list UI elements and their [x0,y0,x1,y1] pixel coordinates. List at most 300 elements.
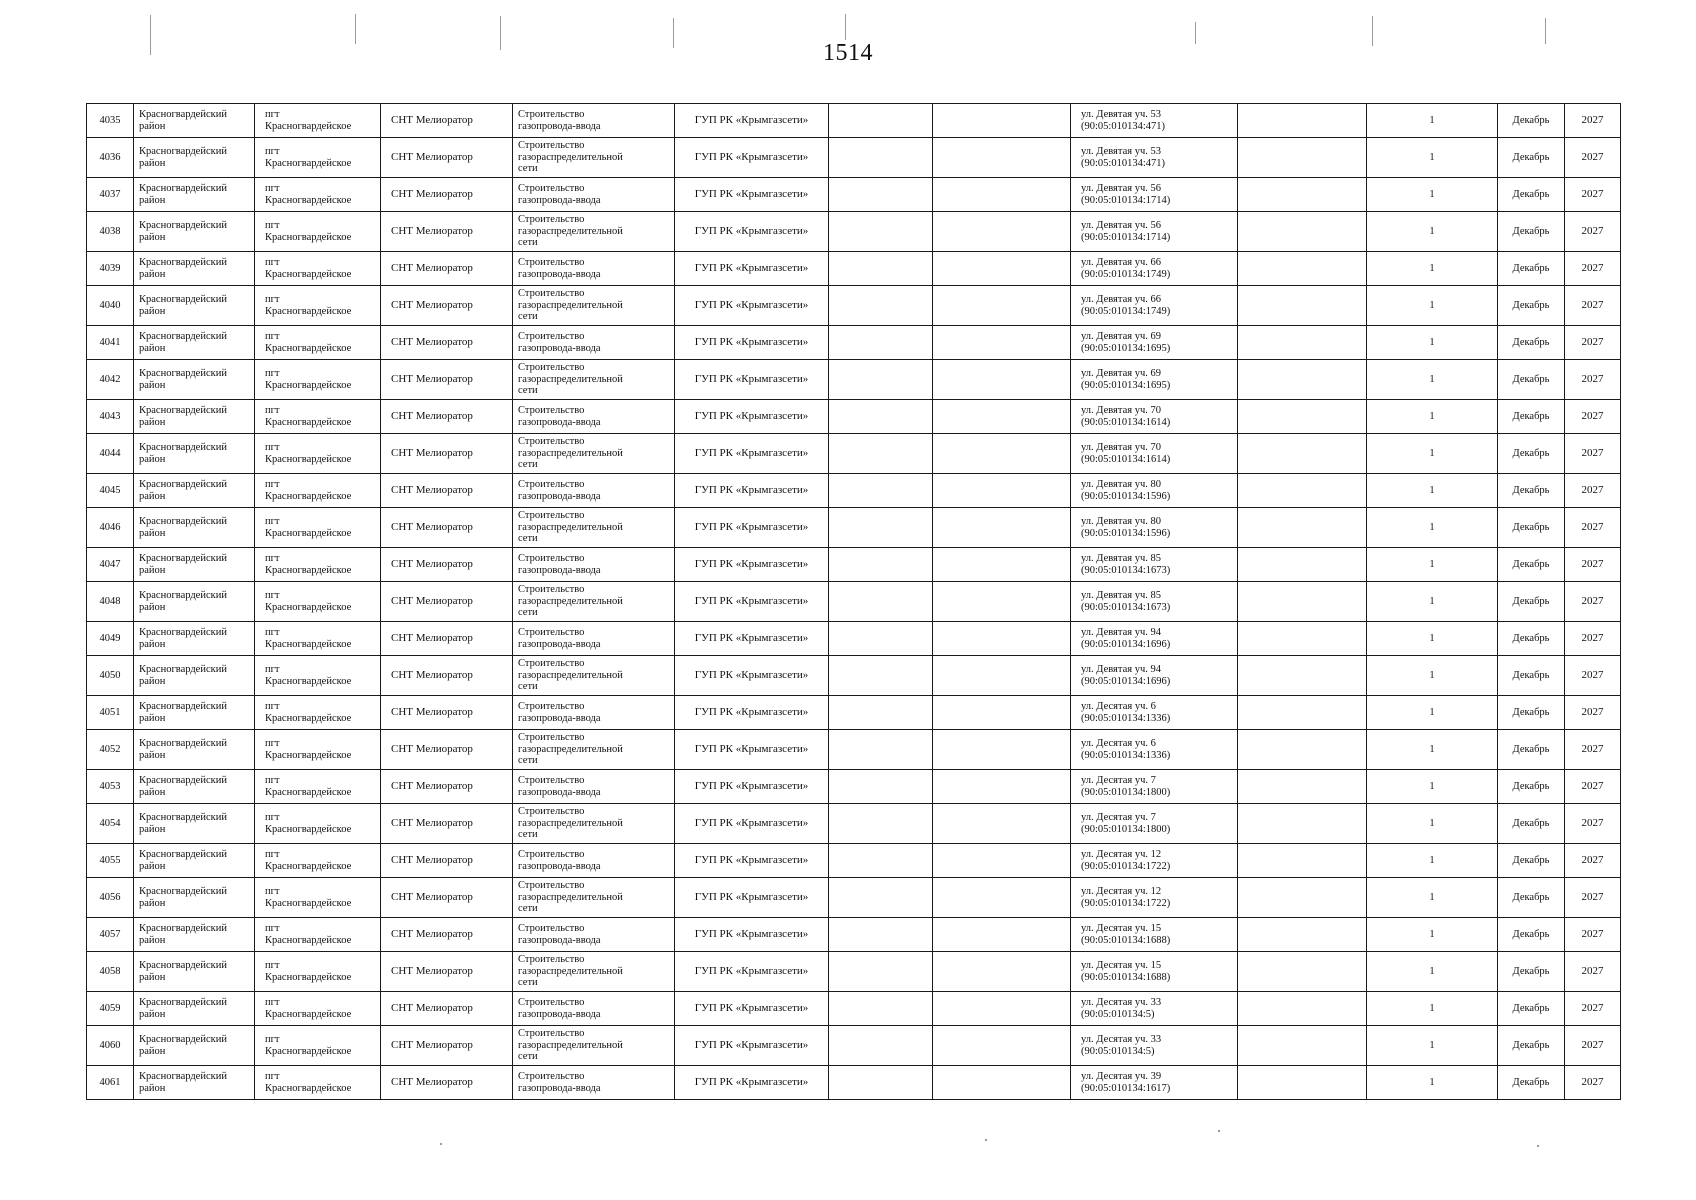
address-cell-line: (90:05:010134:471) [1081,120,1165,132]
year-cell: 2027 [1565,286,1621,326]
month-cell: Декабрь [1498,474,1565,508]
snt-cell: СНТ Мелиоратор [381,918,513,952]
organization-cell: ГУП РК «Крымгазсети» [675,992,829,1026]
empty-cell [829,1066,933,1100]
work-type-cell-line: газопровода-ввода [518,342,601,354]
empty-cell [829,508,933,548]
settlement-cell-line: Красногвардейское [265,638,352,650]
district-cell-line: район [139,157,166,169]
organization-cell: ГУП РК «Крымгазсети» [675,326,829,360]
district-cell-line: район [139,601,166,613]
empty-cell [829,212,933,252]
work-type-cell [513,286,675,326]
settlement-cell-line: пгт [265,1034,280,1045]
snt-cell: СНТ Мелиоратор [381,104,513,138]
quantity-cell: 1 [1367,622,1498,656]
empty-cell [829,548,933,582]
district-cell [134,730,255,770]
settlement-cell [255,434,381,474]
organization-cell: ГУП РК «Крымгазсети» [675,508,829,548]
address-cell-line: (90:05:010134:1688) [1081,934,1171,946]
gasification-table [86,103,1621,1100]
work-type-cell-line: Строительство [518,436,585,448]
district-cell-line: район [139,453,166,465]
address-cell-line: (90:05:010134:1749) [1081,305,1171,317]
empty-cell [933,582,1071,622]
address-cell-line: (90:05:010134:471) [1081,157,1165,169]
work-type-cell-line: Строительство [518,1028,585,1040]
settlement-cell [255,622,381,656]
empty-cell [933,918,1071,952]
work-type-cell-line: Строительство [518,775,585,786]
empty-cell [933,656,1071,696]
settlement-cell-line: пгт [265,960,280,971]
empty-cell [1238,360,1367,400]
district-cell-line: Красногвардейский [139,331,227,342]
table-row [87,400,1621,434]
empty-cell [829,804,933,844]
month-cell: Декабрь [1498,138,1565,178]
district-cell-line: район [139,564,166,576]
settlement-cell [255,178,381,212]
district-cell [134,474,255,508]
district-cell-line: Красногвардейский [139,701,227,712]
quantity-cell: 1 [1367,992,1498,1026]
work-type-cell [513,434,675,474]
snt-cell: СНТ Мелиоратор [381,548,513,582]
address-cell-line: ул. Девятая уч. 94 [1081,627,1161,638]
address-cell-line: (90:05:010134:1696) [1081,638,1171,650]
district-cell-line: район [139,786,166,798]
address-cell-line: (90:05:010134:1614) [1081,453,1171,465]
scan-speck [1545,18,1546,44]
district-cell-line: район [139,675,166,687]
address-cell-line: ул. Девятая уч. 94 [1081,664,1161,675]
settlement-cell-line: пгт [265,701,280,712]
work-type-cell-line: газопровода-ввода [518,934,601,946]
snt-cell: СНТ Мелиоратор [381,992,513,1026]
empty-cell [933,878,1071,918]
work-type-cell [513,474,675,508]
table-row [87,696,1621,730]
empty-cell [1238,508,1367,548]
settlement-cell [255,1026,381,1066]
month-cell: Декабрь [1498,360,1565,400]
address-cell-line: ул. Десятая уч. 12 [1081,886,1162,897]
snt-cell: СНТ Мелиоратор [381,138,513,178]
work-type-cell [513,844,675,878]
work-type-cell-line: газопровода-ввода [518,786,601,798]
settlement-cell-line: пгт [265,442,280,453]
address-cell-line: ул. Девятая уч. 80 [1081,516,1161,527]
snt-cell: СНТ Мелиоратор [381,804,513,844]
settlement-cell [255,696,381,730]
settlement-cell-line: Красногвардейское [265,934,352,946]
empty-cell [1238,582,1367,622]
district-cell-line: Красногвардейский [139,886,227,897]
address-cell-line: ул. Десятая уч. 15 [1081,960,1162,971]
empty-cell [829,582,933,622]
quantity-cell: 1 [1367,696,1498,730]
table-row [87,804,1621,844]
address-cell-line: (90:05:010134:1800) [1081,786,1171,798]
address-cell-line: ул. Девятая уч. 69 [1081,368,1161,379]
settlement-cell-line: пгт [265,775,280,786]
address-cell-line: ул. Девятая уч. 66 [1081,294,1161,305]
empty-cell [933,138,1071,178]
work-type-cell-line: сети [518,459,538,471]
settlement-cell [255,656,381,696]
address-cell [1071,804,1238,844]
settlement-cell-line: пгт [265,627,280,638]
empty-cell [829,730,933,770]
year-cell: 2027 [1565,952,1621,992]
settlement-cell-line: пгт [265,257,280,268]
scan-speck [150,15,151,55]
empty-cell [933,1066,1071,1100]
snt-cell: СНТ Мелиоратор [381,212,513,252]
empty-cell [933,804,1071,844]
year-cell: 2027 [1565,104,1621,138]
empty-cell [933,770,1071,804]
address-cell [1071,992,1238,1026]
table-row [87,952,1621,992]
address-cell-line: ул. Десятая уч. 7 [1081,812,1156,823]
settlement-cell [255,400,381,434]
empty-cell [1238,952,1367,992]
organization-cell: ГУП РК «Крымгазсети» [675,952,829,992]
snt-cell: СНТ Мелиоратор [381,622,513,656]
settlement-cell-line: пгт [265,664,280,675]
work-type-cell [513,400,675,434]
empty-cell [1238,178,1367,212]
address-cell-line: (90:05:010134:1714) [1081,194,1171,206]
address-cell-line: ул. Девятая уч. 80 [1081,479,1161,490]
empty-cell [1238,138,1367,178]
organization-cell: ГУП РК «Крымгазсети» [675,844,829,878]
year-cell: 2027 [1565,696,1621,730]
address-cell-line: ул. Десятая уч. 12 [1081,849,1162,860]
work-type-cell-line: сети [518,311,538,323]
settlement-cell-line: Красногвардейское [265,1045,352,1057]
work-type-cell [513,548,675,582]
table-row [87,138,1621,178]
work-type-cell-line: газораспределительной [518,225,623,237]
year-cell: 2027 [1565,1026,1621,1066]
work-type-cell [513,1066,675,1100]
empty-cell [1238,286,1367,326]
table-row [87,770,1621,804]
table-row [87,360,1621,400]
work-type-cell-line: Строительство [518,849,585,860]
empty-cell [933,622,1071,656]
work-type-cell-line: газораспределительной [518,521,623,533]
empty-cell [829,622,933,656]
settlement-cell [255,326,381,360]
empty-cell [1238,992,1367,1026]
work-type-cell-line: Строительство [518,806,585,818]
address-cell-line: ул. Девятая уч. 56 [1081,220,1161,231]
district-cell-line: Красногвардейский [139,257,227,268]
address-cell-line: (90:05:010134:5) [1081,1008,1155,1020]
quantity-cell: 1 [1367,326,1498,360]
quantity-cell: 1 [1367,548,1498,582]
quantity-cell: 1 [1367,434,1498,474]
organization-cell: ГУП РК «Крымгазсети» [675,548,829,582]
address-cell-line: (90:05:010134:1800) [1081,823,1171,835]
empty-cell [933,508,1071,548]
district-cell-line: Красногвардейский [139,849,227,860]
settlement-cell-line: Красногвардейское [265,379,352,391]
row-number-cell: 4052 [87,730,134,770]
table-row [87,104,1621,138]
address-cell-line: (90:05:010134:1722) [1081,860,1171,872]
organization-cell: ГУП РК «Крымгазсети» [675,434,829,474]
district-cell [134,804,255,844]
district-cell [134,1066,255,1100]
address-cell [1071,138,1238,178]
address-cell [1071,508,1238,548]
address-cell-line: (90:05:010134:1688) [1081,971,1171,983]
year-cell: 2027 [1565,400,1621,434]
table-row [87,326,1621,360]
settlement-cell-line: пгт [265,405,280,416]
address-cell [1071,286,1238,326]
organization-cell: ГУП РК «Крымгазсети» [675,212,829,252]
district-cell-line: район [139,860,166,872]
district-cell-line: район [139,342,166,354]
district-cell-line: Красногвардейский [139,183,227,194]
settlement-cell-line: пгт [265,849,280,860]
work-type-cell-line: Строительство [518,880,585,892]
month-cell: Декабрь [1498,212,1565,252]
row-number-cell: 4048 [87,582,134,622]
settlement-cell-line: пгт [265,1071,280,1082]
settlement-cell [255,360,381,400]
month-cell: Декабрь [1498,508,1565,548]
empty-cell [1238,730,1367,770]
month-cell: Декабрь [1498,1066,1565,1100]
work-type-cell [513,918,675,952]
organization-cell: ГУП РК «Крымгазсети» [675,770,829,804]
scan-speck [673,18,674,48]
work-type-cell-line: Строительство [518,109,585,120]
district-cell-line: Красногвардейский [139,590,227,601]
scan-speck [500,16,501,50]
work-type-cell [513,1026,675,1066]
settlement-cell-line: Красногвардейское [265,453,352,465]
address-cell [1071,844,1238,878]
settlement-cell-line: Красногвардейское [265,231,352,243]
month-cell: Декабрь [1498,804,1565,844]
settlement-cell [255,992,381,1026]
row-number-cell: 4054 [87,804,134,844]
scan-speck [985,1139,987,1141]
district-cell-line: Красногвардейский [139,812,227,823]
work-type-cell-line: газораспределительной [518,1039,623,1051]
address-cell-line: (90:05:010134:1696) [1081,675,1171,687]
table-row [87,434,1621,474]
snt-cell: СНТ Мелиоратор [381,326,513,360]
settlement-cell-line: Красногвардейское [265,971,352,983]
empty-cell [933,178,1071,212]
district-cell-line: район [139,268,166,280]
district-cell [134,992,255,1026]
work-type-cell-line: газораспределительной [518,373,623,385]
settlement-cell-line: пгт [265,331,280,342]
month-cell: Декабрь [1498,326,1565,360]
empty-cell [829,770,933,804]
address-cell-line: ул. Десятая уч. 33 [1081,1034,1162,1045]
row-number-cell: 4041 [87,326,134,360]
quantity-cell: 1 [1367,770,1498,804]
settlement-cell-line: Красногвардейское [265,305,352,317]
snt-cell: СНТ Мелиоратор [381,844,513,878]
district-cell-line: район [139,971,166,983]
organization-cell: ГУП РК «Крымгазсети» [675,474,829,508]
work-type-cell-line: газораспределительной [518,151,623,163]
settlement-cell-line: Красногвардейское [265,860,352,872]
district-cell-line: Красногвардейский [139,368,227,379]
work-type-cell-line: газораспределительной [518,817,623,829]
year-cell: 2027 [1565,212,1621,252]
organization-cell: ГУП РК «Крымгазсети» [675,178,829,212]
snt-cell: СНТ Мелиоратор [381,656,513,696]
settlement-cell-line: пгт [265,923,280,934]
quantity-cell: 1 [1367,138,1498,178]
district-cell [134,212,255,252]
work-type-cell-line: газопровода-ввода [518,564,601,576]
empty-cell [1238,804,1367,844]
table-row [87,622,1621,656]
district-cell-line: район [139,712,166,724]
work-type-cell-line: газораспределительной [518,447,623,459]
settlement-cell-line: пгт [265,368,280,379]
address-cell-line: (90:05:010134:1695) [1081,379,1171,391]
work-type-cell-line: Строительство [518,584,585,596]
district-cell-line: район [139,379,166,391]
table-row [87,1066,1621,1100]
district-cell-line: Красногвардейский [139,220,227,231]
snt-cell: СНТ Мелиоратор [381,178,513,212]
quantity-cell: 1 [1367,918,1498,952]
empty-cell [1238,770,1367,804]
settlement-cell [255,952,381,992]
district-cell-line: район [139,490,166,502]
empty-cell [933,548,1071,582]
address-cell-line: ул. Девятая уч. 70 [1081,405,1161,416]
address-cell [1071,770,1238,804]
address-cell-line: ул. Девятая уч. 85 [1081,553,1161,564]
district-cell-line: район [139,1082,166,1094]
settlement-cell-line: Красногвардейское [265,342,352,354]
work-type-cell-line: газораспределительной [518,965,623,977]
quantity-cell: 1 [1367,804,1498,844]
scan-speck [1218,1130,1220,1132]
row-number-cell: 4037 [87,178,134,212]
district-cell-line: район [139,305,166,317]
settlement-cell-line: пгт [265,553,280,564]
address-cell-line: (90:05:010134:1336) [1081,749,1171,761]
year-cell: 2027 [1565,252,1621,286]
settlement-cell-line: Красногвардейское [265,416,352,428]
month-cell: Декабрь [1498,178,1565,212]
year-cell: 2027 [1565,326,1621,360]
settlement-cell-line: пгт [265,812,280,823]
row-number-cell: 4056 [87,878,134,918]
district-cell-line: Красногвардейский [139,923,227,934]
settlement-cell-line: Красногвардейское [265,564,352,576]
quantity-cell: 1 [1367,178,1498,212]
address-cell-line: ул. Девятая уч. 69 [1081,331,1161,342]
month-cell: Декабрь [1498,992,1565,1026]
row-number-cell: 4055 [87,844,134,878]
row-number-cell: 4045 [87,474,134,508]
row-number-cell: 4047 [87,548,134,582]
district-cell [134,508,255,548]
district-cell-line: Красногвардейский [139,1071,227,1082]
empty-cell [1238,656,1367,696]
work-type-cell [513,104,675,138]
work-type-cell-line: газораспределительной [518,891,623,903]
empty-cell [1238,918,1367,952]
work-type-cell [513,878,675,918]
row-number-cell: 4042 [87,360,134,400]
work-type-cell [513,582,675,622]
organization-cell: ГУП РК «Крымгазсети» [675,360,829,400]
address-cell [1071,360,1238,400]
district-cell [134,918,255,952]
address-cell [1071,952,1238,992]
year-cell: 2027 [1565,878,1621,918]
empty-cell [1238,104,1367,138]
table-row [87,474,1621,508]
district-cell-line: Красногвардейский [139,146,227,157]
address-cell-line: (90:05:010134:1695) [1081,342,1171,354]
empty-cell [829,400,933,434]
month-cell: Декабрь [1498,582,1565,622]
district-cell [134,844,255,878]
settlement-cell [255,730,381,770]
work-type-cell-line: сети [518,237,538,249]
quantity-cell: 1 [1367,104,1498,138]
month-cell: Декабрь [1498,400,1565,434]
quantity-cell: 1 [1367,360,1498,400]
settlement-cell-line: Красногвардейское [265,120,352,132]
address-cell [1071,212,1238,252]
work-type-cell-line: Строительство [518,479,585,490]
district-cell-line: район [139,120,166,132]
district-cell-line: Красногвардейский [139,479,227,490]
work-type-cell-line: газопровода-ввода [518,416,601,428]
district-cell [134,252,255,286]
year-cell: 2027 [1565,622,1621,656]
row-number-cell: 4059 [87,992,134,1026]
table-row [87,918,1621,952]
empty-cell [933,1026,1071,1066]
snt-cell: СНТ Мелиоратор [381,696,513,730]
organization-cell: ГУП РК «Крымгазсети» [675,1066,829,1100]
address-cell-line: (90:05:010134:1749) [1081,268,1171,280]
work-type-cell [513,326,675,360]
address-cell-line: (90:05:010134:1714) [1081,231,1171,243]
address-cell-line: ул. Девятая уч. 70 [1081,442,1161,453]
month-cell: Декабрь [1498,548,1565,582]
row-number-cell: 4060 [87,1026,134,1066]
address-cell-line: ул. Десятая уч. 6 [1081,701,1156,712]
empty-cell [1238,622,1367,656]
work-type-cell-line: газопровода-ввода [518,712,601,724]
